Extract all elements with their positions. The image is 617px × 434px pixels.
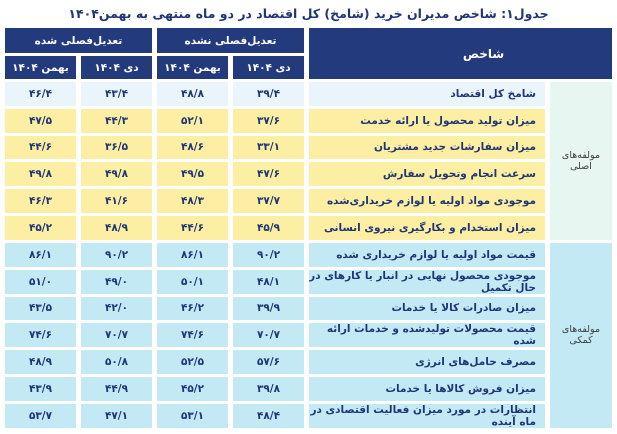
value-cell: ۷۰/۷: [81, 323, 152, 347]
column-header-bahman-unadjusted: بهمن ۱۴۰۴: [157, 56, 228, 79]
value-cell: ۹۰/۲: [81, 243, 152, 267]
pmi-table: [0, 25, 617, 431]
table-row: [5, 377, 612, 401]
value-cell: ۴۷/۵: [5, 109, 76, 133]
value-cell: ۵۰/۸: [81, 350, 152, 374]
value-cell: ۴۹/۸: [5, 162, 76, 186]
value-cell: ۷۴/۶: [157, 323, 228, 347]
indicator-name: میزان استخدام و بکارگیری نیروی انسانی: [309, 216, 545, 240]
indicator-name: مصرف حامل‌های انرژی: [309, 350, 545, 374]
table-row: [5, 109, 612, 133]
table-row: [5, 216, 612, 240]
value-cell: ۳۳/۱: [233, 136, 304, 160]
value-cell: ۳۶/۵: [81, 136, 152, 160]
value-cell: ۴۴/۶: [157, 216, 228, 240]
value-cell: ۴۴/۹: [81, 377, 152, 401]
value-cell: ۵۷/۶: [233, 350, 304, 374]
value-cell: ۳۷/۷: [233, 189, 304, 213]
group-header-unadjusted: تعدیل‌فصلی نشده: [157, 28, 304, 53]
value-cell: ۴۸/۳: [157, 189, 228, 213]
value-cell: ۴۷/۱: [81, 404, 152, 428]
value-cell: ۴۹/۵: [157, 162, 228, 186]
value-cell: ۴۶/۴: [5, 82, 76, 106]
value-cell: ۹۰/۲: [233, 243, 304, 267]
value-cell: ۴۸/۴: [233, 404, 304, 428]
value-cell: ۸۶/۱: [157, 243, 228, 267]
column-header-dey-unadjusted: دی ۱۴۰۴: [233, 56, 304, 79]
value-cell: ۴۱/۶: [81, 189, 152, 213]
table-row: [5, 297, 612, 321]
value-cell: ۴۳/۹: [5, 377, 76, 401]
value-cell: ۴۸/۹: [5, 350, 76, 374]
category-cell-auxiliary: مولفه‌های کمکی: [550, 243, 612, 428]
value-cell: ۵۰/۱: [157, 270, 228, 294]
value-cell: ۴۸/۶: [157, 136, 228, 160]
table-row: [5, 189, 612, 213]
value-cell: ۴۴/۶: [5, 136, 76, 160]
indicator-name: قیمت محصولات تولیدشده و خدمات ارائه شده: [309, 323, 545, 347]
indicator-name: سرعت انجام وتحویل سفارش: [309, 162, 545, 186]
indicator-name: قیمت مواد اولیه یا لوازم خریداری شده: [309, 243, 545, 267]
table-row: [5, 350, 612, 374]
table-row: [5, 243, 612, 267]
category-cell-main: مولفه‌های اصلی: [550, 82, 612, 240]
value-cell: ۳۷/۶: [233, 109, 304, 133]
indicator-name: شامخ کل اقتصاد: [309, 82, 545, 106]
value-cell: ۴۵/۲: [5, 216, 76, 240]
value-cell: ۴۲/۰: [81, 297, 152, 321]
table-row: [5, 404, 612, 428]
indicator-name: میزان سفارشات جدید مشتریان: [309, 136, 545, 160]
value-cell: ۳۹/۴: [233, 82, 304, 106]
value-cell: ۳۹/۸: [233, 377, 304, 401]
value-cell: ۴۳/۴: [81, 82, 152, 106]
value-cell: ۴۳/۵: [5, 297, 76, 321]
value-cell: ۴۷/۶: [233, 162, 304, 186]
indicator-name: موجودی مواد اولیه یا لوازم خریداری‌شده: [309, 189, 545, 213]
value-cell: ۳۹/۹: [233, 297, 304, 321]
indicator-name: موجودی محصول نهایی در انبار یا کارهای در حال تکمیل: [309, 270, 545, 294]
indicator-name: میزان صادرات کالا یا خدمات: [309, 297, 545, 321]
value-cell: ۵۲/۱: [157, 109, 228, 133]
value-cell: ۷۰/۷: [233, 323, 304, 347]
table-title: جدول۱: شاخص مدیران خرید (شامخ) کل اقتصاد در دو ماه منتهی به بهمن۱۴۰۴: [68, 6, 549, 21]
value-cell: ۵۲/۵: [157, 350, 228, 374]
value-cell: ۵۱/۰: [5, 270, 76, 294]
value-cell: ۴۵/۲: [157, 377, 228, 401]
value-cell: ۵۳/۱: [157, 404, 228, 428]
value-cell: ۴۸/۱: [233, 270, 304, 294]
value-cell: ۴۸/۹: [81, 216, 152, 240]
indicator-name: میزان تولید محصول یا ارائه خدمت: [309, 109, 545, 133]
indicator-name: انتظارات در مورد میزان فعالیت اقتصادی در ماه آینده: [309, 404, 545, 428]
column-header-bahman-adjusted: بهمن ۱۴۰۴: [5, 56, 76, 79]
value-cell: ۴۴/۳: [81, 109, 152, 133]
table-row: [5, 136, 612, 160]
value-cell: ۴۹/۰: [81, 270, 152, 294]
value-cell: ۷۴/۶: [5, 323, 76, 347]
table-row: [5, 323, 612, 347]
value-cell: ۴۸/۸: [157, 82, 228, 106]
value-cell: ۴۵/۹: [233, 216, 304, 240]
column-header-index: شاخص: [309, 28, 612, 79]
header-group-row: [5, 28, 612, 53]
value-cell: ۴۶/۳: [5, 189, 76, 213]
indicator-name: میزان فروش کالاها یا خدمات: [309, 377, 545, 401]
group-header-adjusted: تعدیل‌فصلی شده: [5, 28, 152, 53]
table-row: [5, 270, 612, 294]
table-row: [5, 82, 612, 106]
column-header-dey-adjusted: دی ۱۴۰۴: [81, 56, 152, 79]
value-cell: ۴۹/۸: [81, 162, 152, 186]
value-cell: ۴۶/۲: [157, 297, 228, 321]
value-cell: ۵۳/۷: [5, 404, 76, 428]
table-row: [5, 162, 612, 186]
value-cell: ۸۶/۱: [5, 243, 76, 267]
